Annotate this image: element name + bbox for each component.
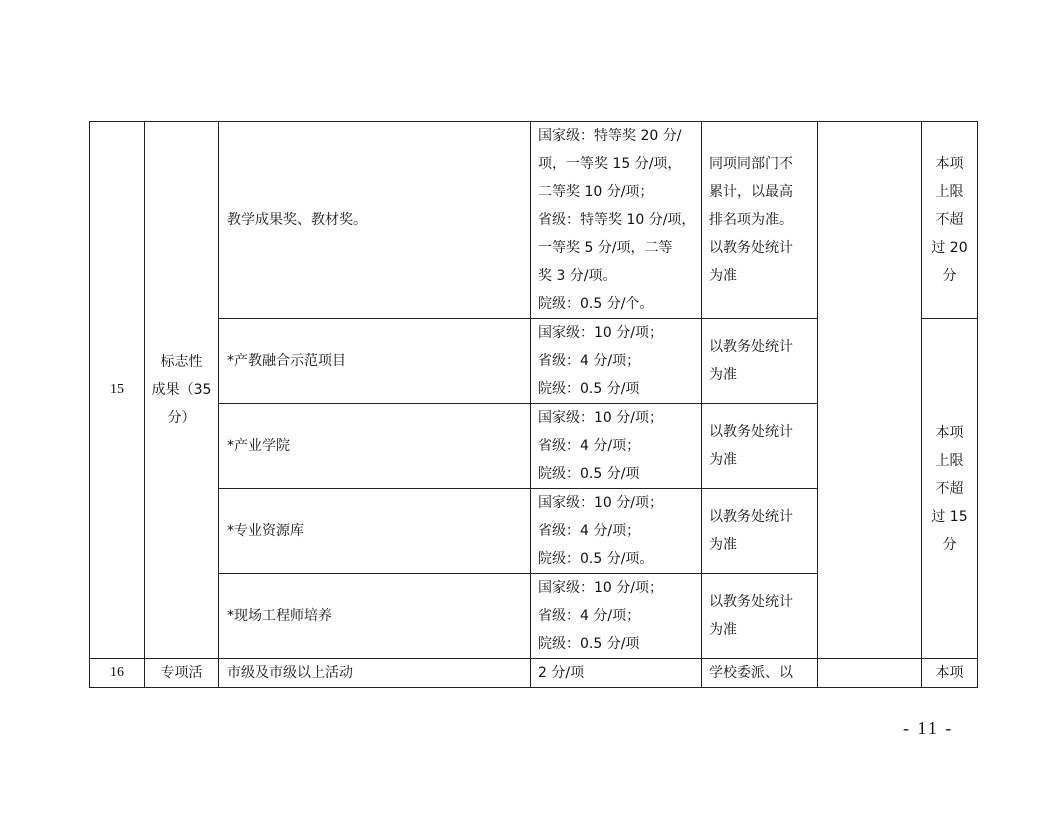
row-number-cell bbox=[90, 659, 145, 688]
score-line: 项，一等奖 15 分/项， bbox=[538, 156, 682, 172]
note-cell bbox=[702, 659, 818, 688]
note-line: 以教务处统计 bbox=[709, 339, 793, 355]
item-name: 教学成果奖、教材奖。 bbox=[227, 212, 367, 228]
score-line: 省级：4 分/项； bbox=[538, 353, 641, 369]
table-row bbox=[90, 659, 978, 688]
note-cell bbox=[702, 404, 818, 489]
limit-line: 过 20 bbox=[931, 240, 968, 256]
item-name: *现场工程师培养 bbox=[227, 608, 332, 624]
item-cell bbox=[219, 574, 531, 659]
score-cell bbox=[531, 404, 702, 489]
score-line: 国家级：10 分/项； bbox=[538, 580, 663, 596]
note-line: 为准 bbox=[709, 268, 737, 284]
table-row bbox=[90, 122, 978, 319]
limit-line: 不超 bbox=[935, 480, 964, 497]
score-line: 一等奖 5 分/项，二等 bbox=[538, 240, 673, 256]
limit-cell bbox=[922, 659, 978, 688]
note-line: 以教务处统计 bbox=[709, 424, 793, 440]
item-name: *专业资源库 bbox=[227, 523, 304, 539]
item-name: 市级及市级以上活动 bbox=[227, 665, 353, 681]
note-line: 以教务处统计 bbox=[709, 509, 793, 525]
score-cell bbox=[531, 122, 702, 319]
limit-line: 上限 bbox=[935, 184, 964, 200]
category-line: 成果（35 bbox=[151, 382, 212, 398]
note-line: 以教务处统计 bbox=[709, 594, 793, 610]
category-cell bbox=[145, 659, 219, 688]
limit-line: 本项 bbox=[935, 424, 964, 441]
limit-cell bbox=[922, 122, 978, 319]
note-text: 学校委派、以 bbox=[709, 665, 793, 681]
item-name: *产业学院 bbox=[227, 438, 290, 454]
limit-line: 上限 bbox=[935, 452, 964, 469]
row-number: 16 bbox=[110, 665, 124, 680]
note-line: 为准 bbox=[709, 367, 737, 383]
item-cell bbox=[219, 659, 531, 688]
row-number: 15 bbox=[110, 382, 124, 397]
row-number-cell bbox=[90, 122, 145, 659]
score-line: 院级：0.5 分/项 bbox=[538, 466, 640, 482]
score-cell bbox=[531, 659, 702, 688]
note-line: 以教务处统计 bbox=[709, 240, 793, 256]
remark-cell bbox=[818, 122, 922, 659]
score-line: 省级：4 分/项； bbox=[538, 438, 641, 454]
score-line: 国家级：10 分/项； bbox=[538, 410, 663, 426]
item-cell bbox=[219, 489, 531, 574]
score-line: 国家级：特等奖 20 分/ bbox=[538, 128, 682, 144]
category-line: 标志性 bbox=[160, 354, 203, 370]
score-line: 院级：0.5 分/项。 bbox=[538, 551, 654, 567]
scoring-table bbox=[89, 121, 978, 688]
score-cell bbox=[531, 319, 702, 404]
limit-cell bbox=[922, 319, 978, 659]
score-cell bbox=[531, 574, 702, 659]
page-number: - 11 - bbox=[903, 718, 954, 738]
score-line: 院级：0.5 分/个。 bbox=[538, 296, 654, 312]
limit-line: 分 bbox=[942, 268, 957, 284]
score-line: 国家级：10 分/项； bbox=[538, 495, 663, 511]
note-cell bbox=[702, 319, 818, 404]
score-line: 国家级：10 分/项； bbox=[538, 325, 663, 341]
score-text: 2 分/项 bbox=[538, 665, 585, 681]
score-line: 省级：4 分/项； bbox=[538, 608, 641, 624]
category-cell bbox=[145, 122, 219, 659]
score-cell bbox=[531, 489, 702, 574]
note-cell bbox=[702, 489, 818, 574]
score-line: 二等奖 10 分/项； bbox=[538, 184, 654, 200]
score-line: 奖 3 分/项。 bbox=[538, 268, 617, 284]
score-line: 院级：0.5 分/项 bbox=[538, 381, 640, 397]
score-line: 省级：4 分/项； bbox=[538, 523, 641, 539]
limit-line: 过 15 bbox=[931, 508, 968, 525]
category-text: 专项活 bbox=[160, 665, 203, 681]
note-line: 为准 bbox=[709, 537, 737, 553]
score-line: 院级：0.5 分/项 bbox=[538, 636, 640, 652]
note-line: 为准 bbox=[709, 452, 737, 468]
category-line: 分） bbox=[167, 410, 196, 426]
note-cell bbox=[702, 122, 818, 319]
item-cell bbox=[219, 122, 531, 319]
note-line: 累计，以最高 bbox=[709, 184, 793, 200]
limit-text: 本项 bbox=[935, 665, 964, 681]
note-line: 同项同部门不 bbox=[709, 156, 793, 172]
item-cell bbox=[219, 319, 531, 404]
item-cell bbox=[219, 404, 531, 489]
limit-line: 不超 bbox=[935, 212, 964, 228]
remark-cell bbox=[818, 659, 922, 688]
limit-line: 本项 bbox=[935, 156, 964, 172]
note-line: 为准 bbox=[709, 622, 737, 638]
note-line: 排名项为准。 bbox=[709, 212, 793, 228]
score-line: 省级：特等奖 10 分/项， bbox=[538, 212, 696, 228]
item-name: *产教融合示范项目 bbox=[227, 353, 346, 369]
note-cell bbox=[702, 574, 818, 659]
limit-line: 分 bbox=[942, 536, 957, 553]
